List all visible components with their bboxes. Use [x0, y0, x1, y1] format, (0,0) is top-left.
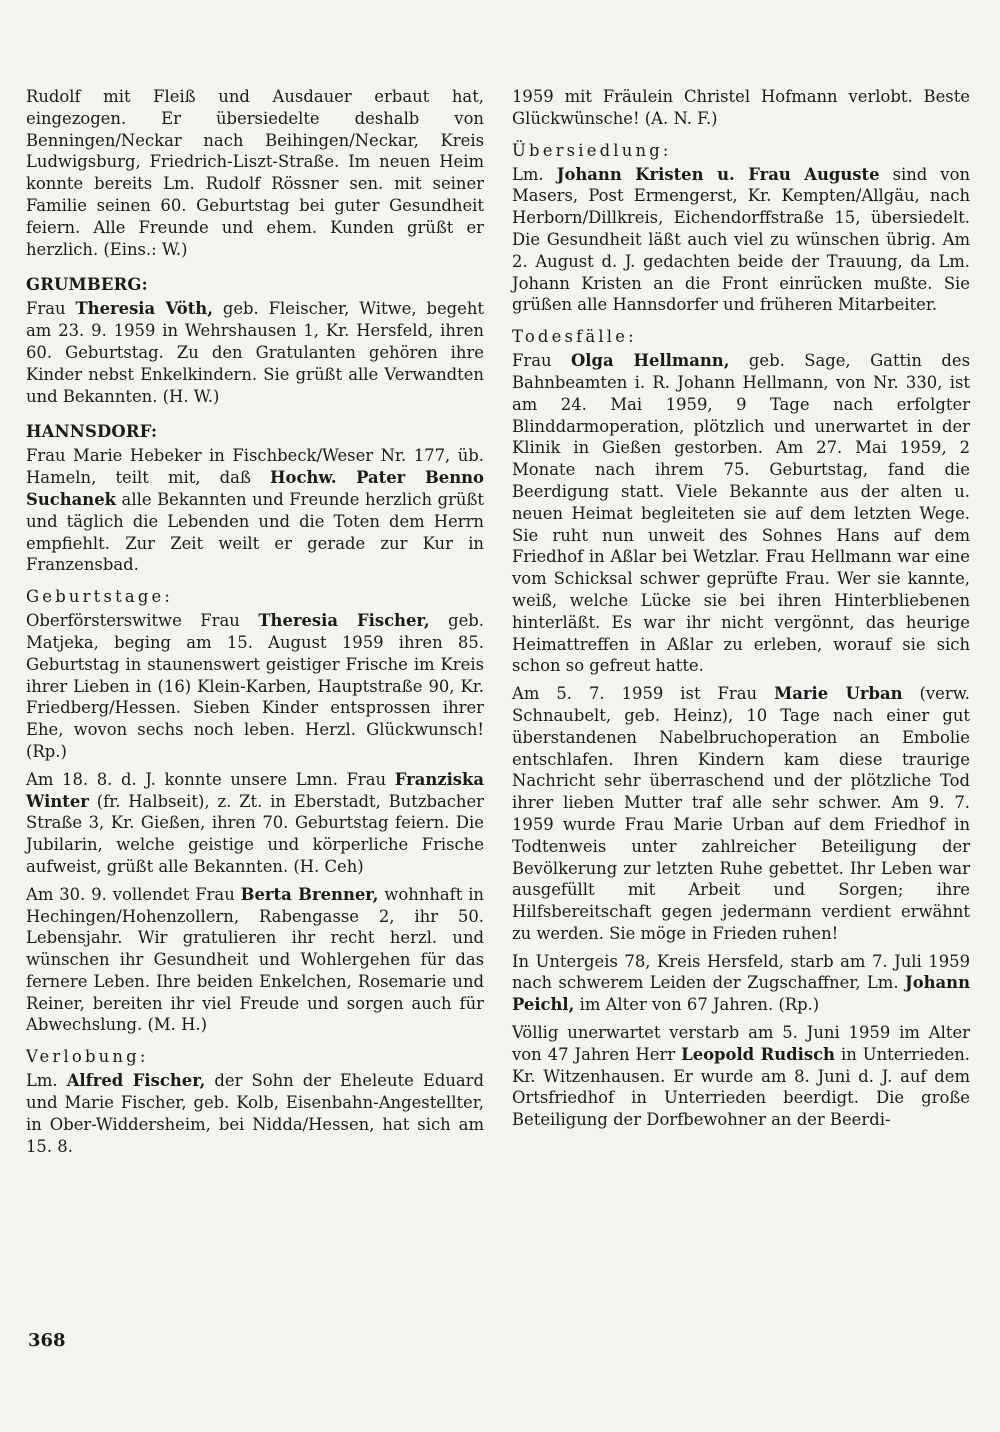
- grumberg-paragraph: Frau Theresia Vöth, geb. Fleischer, Witwe, begeht am 23. 9. 1959 in Wehrshausen 1, Kr. Hersfeld, ihren 60. Geburtstag. Zu den Gratulanten gehören ihre Kinder nebst Enkelkindern. Sie grüßt alle Verwandten und Bekannten. (H. W.): [26, 299, 484, 406]
- subheading-verlobung: Verlobung:: [26, 1047, 149, 1067]
- section-heading-grumberg: GRUMBERG:: [26, 275, 148, 295]
- intro-paragraph: Rudolf mit Fleiß und Ausdauer erbaut hat, eingezogen. Er übersiedelte deshalb von Benningen/Neckar nach Beihingen/Neckar, Kreis Ludwigsburg, Friedrich-Liszt-Straße. Im neuen Heim konnte bereits Lm. Rudolf Rössner sen. mit seiner Familie seinen 60. Geburtstag bei guter Gesundheit feiern. Alle Freunde und ehem. Kunden grüßt er herzlich. (Eins.: W.): [26, 87, 484, 259]
- birthday-paragraph-2: Am 18. 8. d. J. konnte unsere Lmn. Frau Franziska Winter (fr. Halbseit), z. Zt. in Eberstadt, Butzbacher Straße 3, Kr. Gießen, ihren 70. Geburtstag feiern. Die Jubilarin, welche geistige und körperliche Frische aufweist, grüßt alle Bekannten. (H. Ceh): [26, 769, 484, 876]
- obituary-paragraph-3: In Untergeis 78, Kreis Hersfeld, starb am 7. Juli 1959 nach schwerem Leiden der Zugschaffner, Lm. Johann Peichl, im Alter von 67 Jahren. (Rp.): [512, 951, 970, 1015]
- obituary-paragraph-1: Frau Olga Hellmann, geb. Sage, Gattin des Bahnbeamten i. R. Johann Hellmann, von Nr. 330, ist am 24. Mai 1959, 9 Tage nach erfolgter Blinddarmoperation, plötzlich und unerwartet in der Klinik in Gießen gestorben. Am 27. Mai 1959, 2 Monate nach ihrem 75. Geburtstag, fand die Beerdigung statt. Viele Bekannte aus der alten u. neuen Heimat begleiteten sie auf dem letzten Wege. Sie ruht nun unweit des Sohnes Hans auf dem Friedhof in Aßlar bei Wetzlar. Frau Hellmann war eine vom Schicksal schwer geprüfte Frau. Wer sie kannte, weiß, welche Lücke sie bei ihren Hinterbliebenen hinterläßt. Es war ihr nicht vergönnt, das heurige Heimattreffen in Aßlar zu erleben, worauf sie sich schon so gefreut hatte.: [512, 351, 970, 676]
- page-number: 368: [28, 1330, 66, 1351]
- section-heading-hannsdorf: HANNSDORF:: [26, 422, 158, 442]
- hannsdorf-paragraph: Frau Marie Hebeker in Fischbeck/Weser Nr. 177, üb. Hameln, teilt mit, daß Hochw. Pater Benno Suchanek alle Bekannten und Freunde herzlich grüßt und täglich die Lebenden und die Toten dem Herrn empfiehlt. Zur Zeit weilt er gerade zur Kur in Franzensbad.: [26, 446, 484, 575]
- relocation-paragraph: Lm. Johann Kristen u. Frau Auguste sind von Masers, Post Ermengerst, Kr. Kempten/Allgäu, nach Herborn/Dillkreis, Eichendorffstraße 15, übersiedelt. Die Gesundheit läßt auch viel zu wünschen übrig. Am 2. August d. J. gedachten beide der Trauung, da Lm. Johann Kristen an die Front einrücken mußte. Sie grüßen alle Hannsdorfer und früheren Mitarbeiter.: [512, 164, 970, 315]
- engagement-continued: 1959 mit Fräulein Christel Hofmann verlobt. Beste Glückwünsche! (A. N. F.): [512, 87, 970, 128]
- obituary-paragraph-4: Völlig unerwartet verstarb am 5. Juni 1959 im Alter von 47 Jahren Herr Leopold Rudisch in Unterrieden. Kr. Witzenhausen. Er wurde am 8. Juni d. J. auf dem Ortsfriedhof in Unterrieden beerdigt. Die große Beteiligung der Dorfbewohner an der Beerdi-: [512, 1023, 970, 1130]
- birthday-paragraph-1: Oberförsterswitwe Frau Theresia Fischer, geb. Matjeka, beging am 15. August 1959 ihren 85. Geburtstag in staunenswert geistiger Frische im Kreis ihrer Lieben in (16) Klein-Karben, Hauptstraße 90, Kr. Friedberg/Hessen. Sieben Kinder entsprossen ihrer Ehe, wovon sechs noch leben. Herzl. Glückwunsch! (Rp.): [26, 611, 484, 761]
- subheading-uebersiedlung: Übersiedlung:: [512, 140, 672, 160]
- birthday-paragraph-3: Am 30. 9. vollendet Frau Berta Brenner, wohnhaft in Hechingen/Hohenzollern, Rabengasse 2, ihr 50. Lebensjahr. Wir gratulieren ihr recht herzl. und wünschen ihr Gesundheit und Wohlergehen für das fernere Leben. Ihre beiden Enkelchen, Rosemarie und Reiner, bereiten ihr viel Freude und sorgen auch für Abwechslung. (M. H.): [26, 884, 484, 1035]
- left-column: [26, 86, 484, 1163]
- subheading-todesfaelle: Todesfälle:: [512, 327, 637, 347]
- right-column: [512, 86, 970, 1137]
- obituary-paragraph-2: Am 5. 7. 1959 ist Frau Marie Urban (verw. Schnaubelt, geb. Heinz), 10 Tage nach einer gut überstandenen Nabelbruchoperation an Embolie entschlafen. Ihren Kindern kam diese traurige Nachricht sehr überraschend und der plötzliche Tod ihrer lieben Mutter traf alle sehr schwer. Am 9. 7. 1959 wurde Frau Marie Urban auf dem Friedhof in Todtenweis unter zahlreicher Beteiligung der Bevölkerung zur letzten Ruhe gebettet. Ihr Leben war ausgefüllt mit Arbeit und Sorgen; ihre Hilfsbereitschaft gegen jedermann verdient erwähnt zu werden. Sie möge in Frieden ruhen!: [512, 684, 971, 943]
- engagement-paragraph: Lm. Alfred Fischer, der Sohn der Eheleute Eduard und Marie Fischer, geb. Kolb, Eisenbahn-Angestellter, in Ober-Widdersheim, bei Nidda/Hessen, hat sich am 15. 8.: [26, 1071, 484, 1156]
- subheading-geburtstage: Geburtstage:: [26, 587, 174, 607]
